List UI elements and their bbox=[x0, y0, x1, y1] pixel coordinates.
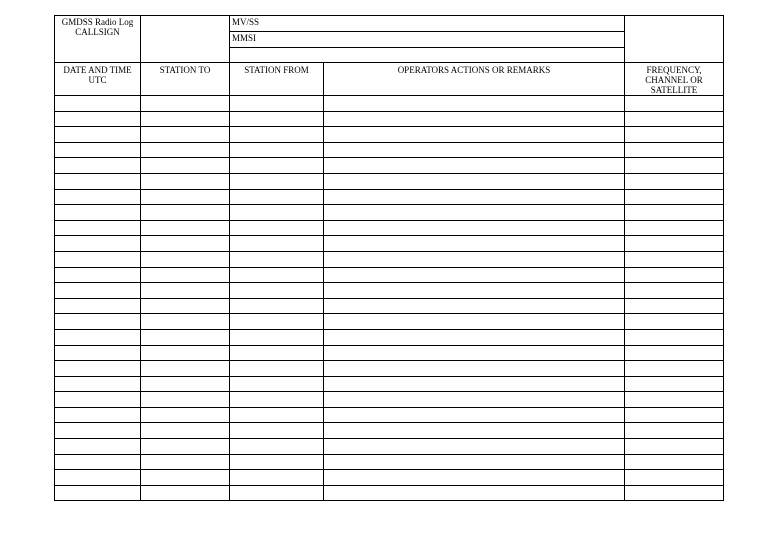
station-from-cell[interactable] bbox=[230, 485, 324, 501]
frequency-cell[interactable] bbox=[625, 329, 724, 345]
station-to-cell[interactable] bbox=[141, 407, 230, 423]
station-from-cell[interactable] bbox=[230, 392, 324, 408]
remarks-cell[interactable] bbox=[324, 376, 625, 392]
station-to-cell[interactable] bbox=[141, 329, 230, 345]
remarks-cell[interactable] bbox=[324, 127, 625, 143]
station-to-cell[interactable] bbox=[141, 173, 230, 189]
date-time-cell[interactable] bbox=[55, 329, 141, 345]
station-to-cell[interactable] bbox=[141, 205, 230, 221]
remarks-cell[interactable] bbox=[324, 96, 625, 112]
station-from-cell[interactable] bbox=[230, 439, 324, 455]
station-to-cell[interactable] bbox=[141, 423, 230, 439]
station-from-cell[interactable] bbox=[230, 361, 324, 377]
station-from-cell[interactable] bbox=[230, 454, 324, 470]
log-row bbox=[55, 173, 724, 189]
remarks-cell[interactable] bbox=[324, 329, 625, 345]
date-time-cell[interactable] bbox=[55, 423, 141, 439]
remarks-cell[interactable] bbox=[324, 111, 625, 127]
remarks-cell[interactable] bbox=[324, 205, 625, 221]
frequency-cell[interactable] bbox=[625, 236, 724, 252]
date-time-cell[interactable] bbox=[55, 454, 141, 470]
column-header-date-time: DATE AND TIME UTC bbox=[55, 63, 141, 96]
frequency-cell[interactable] bbox=[625, 392, 724, 408]
date-time-cell[interactable] bbox=[55, 158, 141, 174]
station-to-cell[interactable] bbox=[141, 439, 230, 455]
frequency-cell[interactable] bbox=[625, 485, 724, 501]
station-to-cell[interactable] bbox=[141, 283, 230, 299]
frequency-cell[interactable] bbox=[625, 423, 724, 439]
remarks-cell[interactable] bbox=[324, 392, 625, 408]
vessel-field[interactable] bbox=[230, 16, 625, 32]
log-row bbox=[55, 407, 724, 423]
frequency-cell[interactable] bbox=[625, 220, 724, 236]
station-from-cell[interactable] bbox=[230, 96, 324, 112]
date-time-cell[interactable] bbox=[55, 96, 141, 112]
date-time-cell[interactable] bbox=[55, 251, 141, 267]
station-from-cell[interactable] bbox=[230, 314, 324, 330]
log-rows bbox=[55, 96, 724, 501]
remarks-cell[interactable] bbox=[324, 267, 625, 283]
frequency-cell[interactable] bbox=[625, 205, 724, 221]
log-row bbox=[55, 142, 724, 158]
station-to-cell[interactable] bbox=[141, 96, 230, 112]
frequency-cell[interactable] bbox=[625, 407, 724, 423]
date-time-cell[interactable] bbox=[55, 485, 141, 501]
log-row bbox=[55, 205, 724, 221]
station-to-cell[interactable] bbox=[141, 189, 230, 205]
remarks-cell[interactable] bbox=[324, 173, 625, 189]
mmsi-label: MMSI bbox=[232, 33, 257, 43]
title-cell bbox=[55, 16, 141, 63]
station-from-cell[interactable] bbox=[230, 173, 324, 189]
date-time-cell[interactable] bbox=[55, 236, 141, 252]
date-time-cell[interactable] bbox=[55, 361, 141, 377]
column-header-station-to: STATION TO bbox=[141, 63, 230, 96]
station-to-cell[interactable] bbox=[141, 345, 230, 361]
log-row bbox=[55, 314, 724, 330]
remarks-cell[interactable] bbox=[324, 251, 625, 267]
date-time-cell[interactable] bbox=[55, 470, 141, 486]
column-header-station-from: STATION FROM bbox=[230, 63, 324, 96]
log-row bbox=[55, 283, 724, 299]
frequency-cell[interactable] bbox=[625, 189, 724, 205]
log-row bbox=[55, 236, 724, 252]
station-from-cell[interactable] bbox=[230, 283, 324, 299]
remarks-cell[interactable] bbox=[324, 407, 625, 423]
column-header-row bbox=[55, 63, 724, 96]
frequency-cell[interactable] bbox=[625, 298, 724, 314]
station-to-cell[interactable] bbox=[141, 220, 230, 236]
frequency-cell[interactable] bbox=[625, 283, 724, 299]
date-time-cell[interactable] bbox=[55, 220, 141, 236]
frequency-cell[interactable] bbox=[625, 142, 724, 158]
frequency-cell[interactable] bbox=[625, 470, 724, 486]
callsign-label: CALLSIGN bbox=[75, 27, 120, 37]
remarks-cell[interactable] bbox=[324, 220, 625, 236]
station-to-cell[interactable] bbox=[141, 142, 230, 158]
date-time-cell[interactable] bbox=[55, 345, 141, 361]
log-row bbox=[55, 127, 724, 143]
column-header-remarks: OPERATORS ACTIONS OR REMARKS bbox=[324, 63, 625, 96]
date-time-cell[interactable] bbox=[55, 283, 141, 299]
station-to-cell[interactable] bbox=[141, 298, 230, 314]
date-time-cell[interactable] bbox=[55, 205, 141, 221]
station-to-cell[interactable] bbox=[141, 392, 230, 408]
log-row bbox=[55, 454, 724, 470]
frequency-cell[interactable] bbox=[625, 454, 724, 470]
station-from-cell[interactable] bbox=[230, 127, 324, 143]
date-time-cell[interactable] bbox=[55, 142, 141, 158]
station-to-cell[interactable] bbox=[141, 485, 230, 501]
date-time-cell[interactable] bbox=[55, 439, 141, 455]
log-row bbox=[55, 267, 724, 283]
remarks-cell[interactable] bbox=[324, 423, 625, 439]
station-to-cell[interactable] bbox=[141, 361, 230, 377]
log-table bbox=[54, 63, 724, 501]
remarks-cell[interactable] bbox=[324, 142, 625, 158]
station-from-cell[interactable] bbox=[230, 189, 324, 205]
vessel-label: MV/SS bbox=[232, 17, 260, 27]
date-time-cell[interactable] bbox=[55, 189, 141, 205]
station-from-cell[interactable] bbox=[230, 470, 324, 486]
date-time-cell[interactable] bbox=[55, 407, 141, 423]
remarks-cell[interactable] bbox=[324, 345, 625, 361]
date-time-cell[interactable] bbox=[55, 376, 141, 392]
log-row bbox=[55, 485, 724, 501]
remarks-cell[interactable] bbox=[324, 439, 625, 455]
station-to-cell[interactable] bbox=[141, 236, 230, 252]
log-row bbox=[55, 298, 724, 314]
date-time-cell[interactable] bbox=[55, 127, 141, 143]
remarks-cell[interactable] bbox=[324, 236, 625, 252]
log-row bbox=[55, 392, 724, 408]
log-row bbox=[55, 251, 724, 267]
station-to-cell[interactable] bbox=[141, 314, 230, 330]
frequency-cell[interactable] bbox=[625, 251, 724, 267]
station-from-cell[interactable] bbox=[230, 329, 324, 345]
gmdss-radio-log-form bbox=[54, 15, 724, 501]
date-time-cell[interactable] bbox=[55, 314, 141, 330]
log-row bbox=[55, 345, 724, 361]
station-to-cell[interactable] bbox=[141, 376, 230, 392]
station-from-cell[interactable] bbox=[230, 423, 324, 439]
frequency-cell[interactable] bbox=[625, 173, 724, 189]
frequency-cell[interactable] bbox=[625, 361, 724, 377]
column-header-frequency: FREQUENCY, CHANNEL OR SATELLITE bbox=[625, 63, 724, 96]
remarks-cell[interactable] bbox=[324, 485, 625, 501]
log-row bbox=[55, 470, 724, 486]
station-to-cell[interactable] bbox=[141, 111, 230, 127]
log-row bbox=[55, 329, 724, 345]
frequency-cell[interactable] bbox=[625, 345, 724, 361]
date-time-cell[interactable] bbox=[55, 298, 141, 314]
log-row bbox=[55, 423, 724, 439]
station-from-cell[interactable] bbox=[230, 111, 324, 127]
station-from-cell[interactable] bbox=[230, 298, 324, 314]
station-from-cell[interactable] bbox=[230, 251, 324, 267]
station-from-cell[interactable] bbox=[230, 158, 324, 174]
remarks-cell[interactable] bbox=[324, 298, 625, 314]
station-to-cell[interactable] bbox=[141, 454, 230, 470]
station-from-cell[interactable] bbox=[230, 345, 324, 361]
station-to-cell[interactable] bbox=[141, 267, 230, 283]
remarks-cell[interactable] bbox=[324, 361, 625, 377]
station-from-cell[interactable] bbox=[230, 267, 324, 283]
remarks-cell[interactable] bbox=[324, 470, 625, 486]
log-row bbox=[55, 439, 724, 455]
frequency-cell[interactable] bbox=[625, 314, 724, 330]
station-to-cell[interactable] bbox=[141, 127, 230, 143]
frequency-cell[interactable] bbox=[625, 158, 724, 174]
log-header-table bbox=[54, 15, 724, 63]
frequency-cell[interactable] bbox=[625, 439, 724, 455]
station-from-cell[interactable] bbox=[230, 376, 324, 392]
log-row bbox=[55, 158, 724, 174]
remarks-cell[interactable] bbox=[324, 454, 625, 470]
mmsi-field[interactable] bbox=[230, 32, 625, 48]
log-row bbox=[55, 189, 724, 205]
frequency-cell[interactable] bbox=[625, 267, 724, 283]
log-row bbox=[55, 96, 724, 112]
date-time-cell[interactable] bbox=[55, 111, 141, 127]
station-from-cell[interactable] bbox=[230, 236, 324, 252]
frequency-cell[interactable] bbox=[625, 127, 724, 143]
log-row bbox=[55, 361, 724, 377]
frequency-cell[interactable] bbox=[625, 376, 724, 392]
remarks-cell[interactable] bbox=[324, 189, 625, 205]
frequency-cell[interactable] bbox=[625, 111, 724, 127]
header-blank-cell bbox=[625, 16, 724, 63]
station-from-cell[interactable] bbox=[230, 205, 324, 221]
station-from-cell[interactable] bbox=[230, 407, 324, 423]
station-to-cell[interactable] bbox=[141, 470, 230, 486]
remarks-cell[interactable] bbox=[324, 283, 625, 299]
log-row bbox=[55, 220, 724, 236]
date-time-cell[interactable] bbox=[55, 392, 141, 408]
station-from-cell[interactable] bbox=[230, 220, 324, 236]
remarks-cell[interactable] bbox=[324, 158, 625, 174]
header-spacer-cell bbox=[230, 48, 625, 63]
remarks-cell[interactable] bbox=[324, 314, 625, 330]
station-to-cell[interactable] bbox=[141, 158, 230, 174]
frequency-cell[interactable] bbox=[625, 96, 724, 112]
log-title: GMDSS Radio Log bbox=[61, 17, 134, 27]
station-to-cell[interactable] bbox=[141, 251, 230, 267]
log-row bbox=[55, 376, 724, 392]
date-time-cell[interactable] bbox=[55, 267, 141, 283]
log-row bbox=[55, 111, 724, 127]
date-time-cell[interactable] bbox=[55, 173, 141, 189]
station-from-cell[interactable] bbox=[230, 142, 324, 158]
callsign-field[interactable] bbox=[141, 16, 230, 63]
